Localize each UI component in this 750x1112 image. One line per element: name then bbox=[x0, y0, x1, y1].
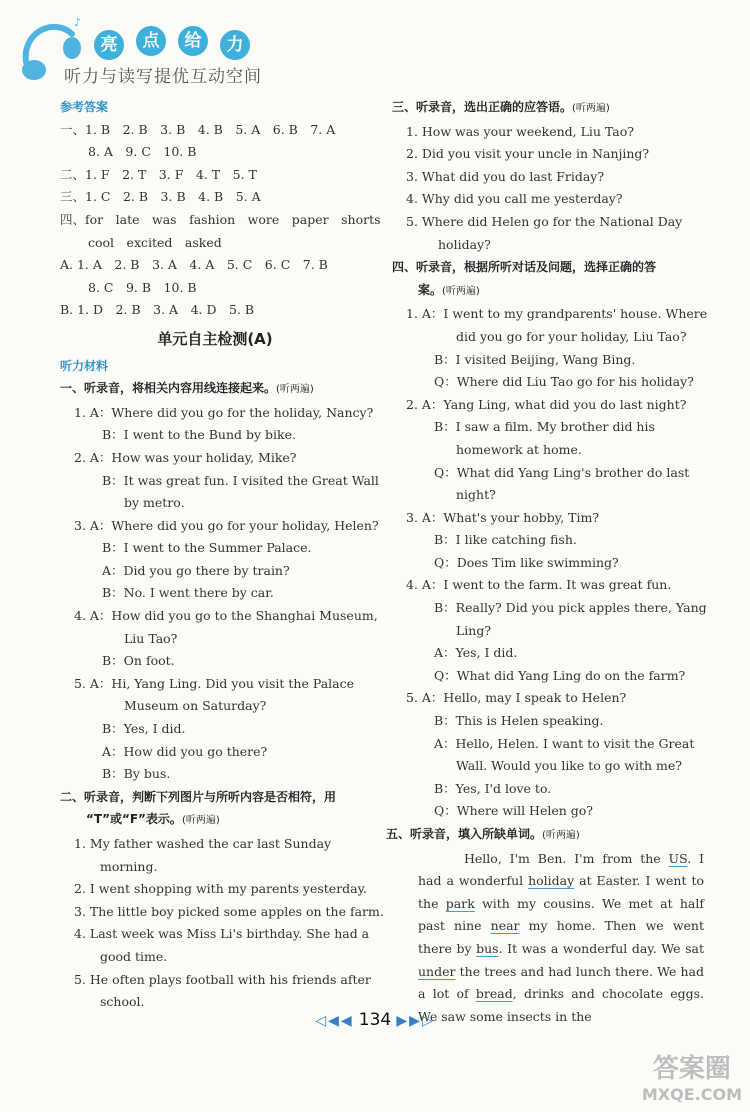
script-line: Q：What did Yang Ling's brother do last bbox=[434, 464, 690, 480]
answer-word: US bbox=[668, 850, 688, 866]
page-footer bbox=[0, 1010, 750, 1050]
svg-text:♪: ♪ bbox=[74, 16, 82, 29]
script-line: B：Yes, I did. bbox=[102, 721, 186, 737]
logo-char-2: 点 bbox=[136, 26, 166, 56]
script-line: did you go for your holiday, Liu Tao? bbox=[456, 328, 687, 344]
section-5-title: 五、听录音，填入所缺单词。(听两遍) bbox=[386, 827, 580, 841]
section-2-title: 二、听录音，判断下列图片与所听内容是否相符，用 bbox=[60, 789, 337, 804]
watermark-line-2: MXQE.COM bbox=[641, 1085, 742, 1104]
script-line: A：Hello, Helen. I want to visit the Great bbox=[434, 735, 695, 751]
script-line: 4. Why did you call me yesterday? bbox=[406, 191, 623, 207]
script-line: A：Did you go there by train? bbox=[102, 562, 290, 578]
answer-word: under bbox=[418, 963, 456, 979]
script-line: 5. A：Hi, Yang Ling. Did you visit the Palace bbox=[74, 675, 354, 691]
script-line: 1. My father washed the car last Sunday bbox=[74, 836, 332, 851]
cloze-paragraph: Hello, I'm Ben. I'm from the US. I had a wonderful holiday at Easter. I went to the park with my cousins. We met at half past nine near my home. Then we went there by bus. It was a wonderful day. We sat under the trees and had lunch there. We had a lot of bread, drinks and chocolate eggs. We saw some insects in the bbox=[418, 850, 705, 1024]
script-line: B：No. I went there by car. bbox=[102, 585, 274, 601]
script-line: morning. bbox=[100, 858, 158, 874]
script-line: B：This is Helen speaking. bbox=[434, 713, 604, 729]
script-line: 4. A：How did you go to the Shanghai Museum, bbox=[74, 608, 378, 624]
header-subtitle: 听力与读写提优互动空间 bbox=[64, 67, 262, 87]
script-line: by metro. bbox=[124, 495, 185, 511]
script-line: B：I like catching fish. bbox=[434, 532, 577, 548]
script-line: B：I visited Beijing, Wang Bing. bbox=[434, 351, 636, 367]
unit-title: 单元自主检测(A) bbox=[157, 329, 273, 348]
script-line: Q：What did Yang Ling do on the farm? bbox=[434, 667, 686, 683]
script-line: 5. A：Hello, may I speak to Helen? bbox=[406, 690, 627, 706]
script-line: Q：Where will Helen go? bbox=[434, 803, 594, 819]
right-arrows-icon: ▶▶▷ bbox=[396, 1013, 435, 1029]
script-line: 2. I went shopping with my parents yesterday. bbox=[74, 881, 367, 897]
answer-word: holiday bbox=[528, 873, 575, 889]
answer-line: A. 1. A 2. B 3. A 4. A 5. C 6. C 7. B bbox=[60, 257, 328, 273]
answer-line: cool excited asked bbox=[88, 234, 222, 250]
script-line: 3. What did you do last Friday? bbox=[406, 168, 605, 184]
script-line: Museum on Saturday? bbox=[124, 698, 267, 714]
left-column bbox=[60, 96, 384, 1014]
script-line: B：On foot. bbox=[102, 653, 175, 669]
script-line: Wall. Would you like to go with me? bbox=[456, 758, 682, 774]
page-header bbox=[0, 0, 750, 96]
right-column bbox=[386, 96, 708, 1028]
script-line: school. bbox=[100, 994, 145, 1010]
script-line: 1. A：I went to my grandparents' house. Where bbox=[406, 306, 708, 322]
script-line: 3. The little boy picked some apples on the farm. bbox=[74, 903, 384, 919]
script-line: 4. Last week was Miss Li's birthday. She had a bbox=[74, 926, 370, 942]
script-line: 3. A：Where did you go for your holiday, Helen? bbox=[74, 517, 379, 533]
script-line: 5. He often plays football with his friends after bbox=[74, 971, 371, 987]
answer-line: 三、1. C 2. B 3. B 4. B 5. A bbox=[60, 189, 261, 205]
script-line: 2. A：How was your holiday, Mike? bbox=[74, 449, 297, 465]
answer-line: 8. A 9. C 10. B bbox=[88, 144, 197, 160]
section-4-title: 四、听录音，根据所听对话及问题，选择正确的答 bbox=[392, 260, 657, 275]
script-line: B：Yes, I'd love to. bbox=[434, 780, 552, 796]
script-line: B：I went to the Summer Palace. bbox=[102, 540, 312, 556]
answers-label: 参考答案 bbox=[60, 100, 109, 114]
left-arrows-icon: ◁◀◀ bbox=[315, 1013, 354, 1029]
script-line: 2. A：Yang Ling, what did you do last night? bbox=[406, 396, 687, 412]
script-line: homework at home. bbox=[456, 441, 582, 457]
section-2-title-cont: “T”或“F”表示。(听两遍) bbox=[86, 812, 220, 827]
section-4-title-cont: 案。(听两遍) bbox=[418, 282, 480, 297]
script-line: Liu Tao? bbox=[124, 630, 178, 646]
script-line: 2. Did you visit your uncle in Nanjing? bbox=[406, 146, 650, 162]
answer-line: 四、for late was fashion wore paper shorts bbox=[60, 211, 381, 227]
script-line: B：I saw a film. My brother did his bbox=[434, 419, 655, 435]
script-line: 4. A：I went to the farm. It was great fun. bbox=[406, 577, 672, 593]
logo-char-4: 力 bbox=[220, 30, 250, 60]
answer-line: 二、1. F 2. T 3. F 4. T 5. T bbox=[60, 166, 257, 182]
watermark bbox=[642, 1048, 742, 1104]
script-line: B：I went to the Bund by bike. bbox=[102, 427, 296, 443]
script-line: B：It was great fun. I visited the Great Wall bbox=[102, 472, 379, 488]
listening-label: 听力材料 bbox=[60, 358, 109, 373]
script-line: holiday? bbox=[438, 236, 491, 252]
logo-char-3: 给 bbox=[178, 26, 208, 56]
section-3-title: 三、听录音，选出正确的应答语。(听两遍) bbox=[392, 100, 610, 114]
answer-line: B. 1. D 2. B 3. A 4. D 5. B bbox=[60, 302, 255, 318]
script-line: 5. Where did Helen go for the National Day bbox=[406, 213, 683, 229]
answer-word: bus bbox=[476, 940, 499, 956]
answer-line: 一、1. B 2. B 3. B 4. B 5. A 6. B 7. A bbox=[60, 121, 336, 137]
script-line: 1. A：Where did you go for the holiday, Nancy? bbox=[74, 404, 374, 420]
script-line: Q：Does Tim like swimming? bbox=[434, 554, 619, 570]
answer-line: 8. C 9. B 10. B bbox=[88, 279, 197, 295]
answer-word: near bbox=[490, 918, 520, 934]
script-line: Q：Where did Liu Tao go for his holiday? bbox=[434, 374, 694, 390]
section-1-title: 一、听录音，将相关内容用线连接起来。(听两遍) bbox=[60, 381, 314, 396]
script-line: B：Really? Did you pick apples there, Yang bbox=[434, 600, 707, 616]
watermark-line-1: 答案圈 bbox=[652, 1054, 731, 1084]
answer-word: park bbox=[445, 895, 475, 911]
script-line: A：Yes, I did. bbox=[434, 645, 518, 661]
script-line: B：By bus. bbox=[102, 766, 171, 782]
script-line: A：How did you go there? bbox=[102, 743, 268, 759]
logo-char-1: 亮 bbox=[94, 30, 124, 60]
script-line: 3. A：What's your hobby, Tim? bbox=[406, 509, 600, 525]
script-line: night? bbox=[456, 487, 496, 503]
page-number: 134 bbox=[358, 1010, 392, 1030]
answer-word: bread bbox=[475, 986, 513, 1002]
script-line: 1. How was your weekend, Liu Tao? bbox=[406, 123, 634, 139]
script-line: good time. bbox=[100, 948, 168, 964]
script-line: Ling? bbox=[456, 622, 492, 638]
